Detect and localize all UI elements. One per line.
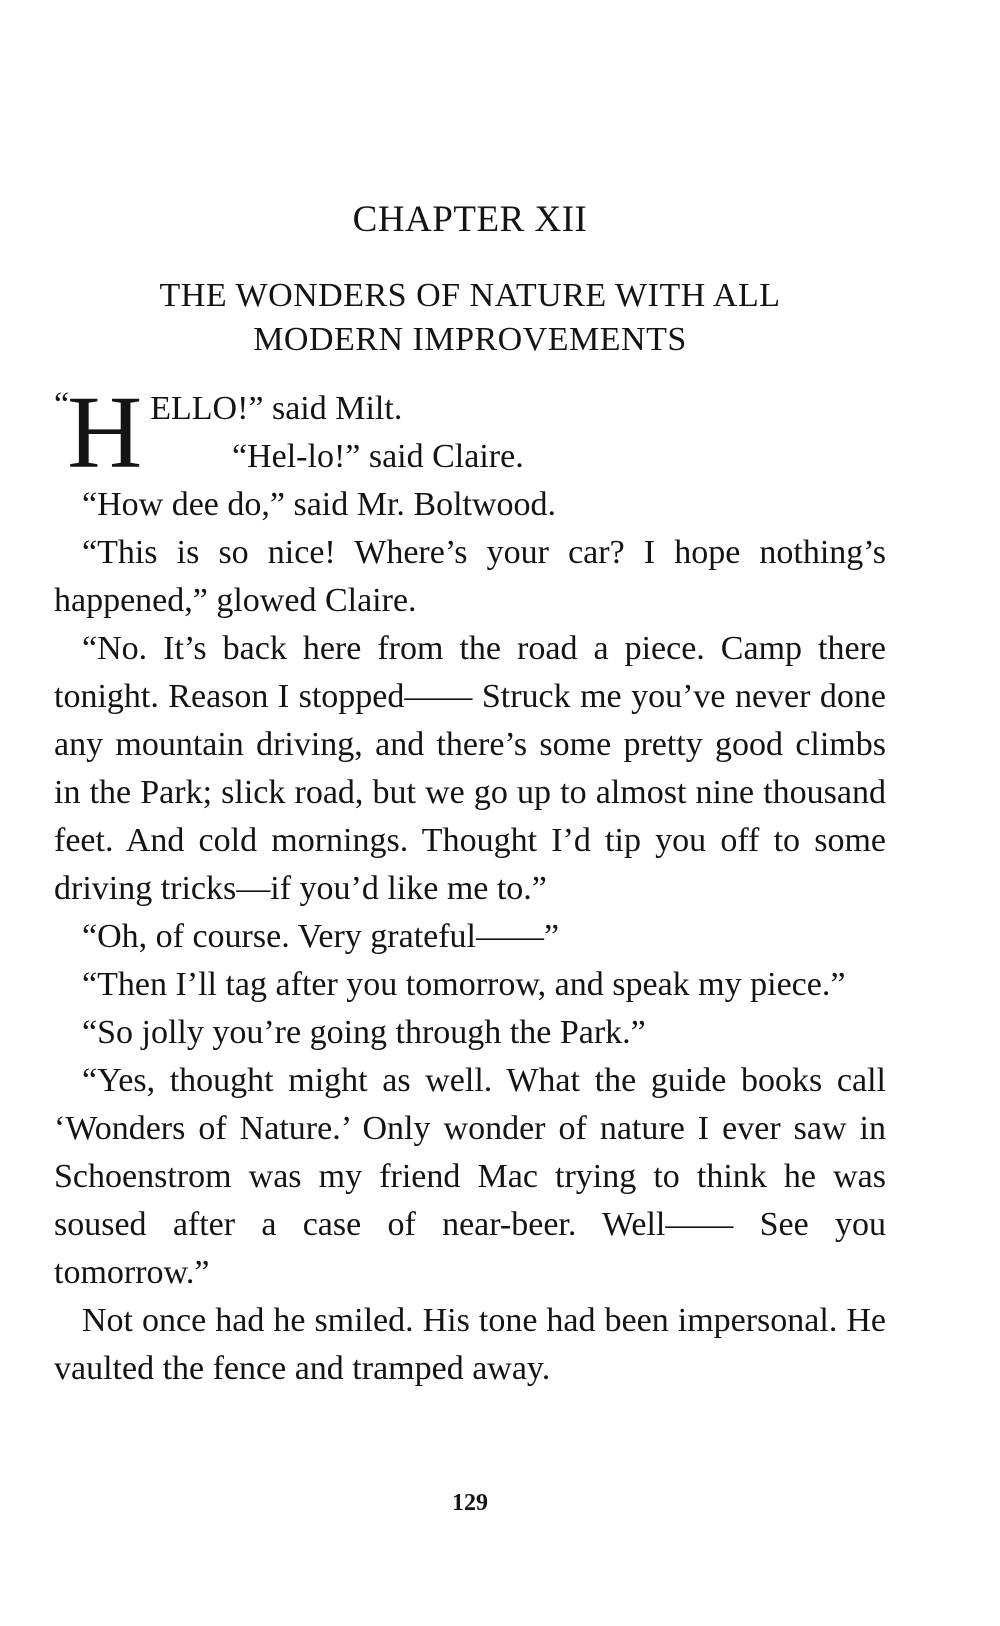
paragraph: “So jolly you’re going through the Park.” (82, 1014, 646, 1051)
book-page (54, 0, 886, 1626)
paragraph: Not once had he smiled. His tone had been impersonal. He vaulted the fence and tramped away. (54, 1302, 886, 1387)
paragraph: “Oh, of course. Very grateful——” (82, 918, 560, 955)
opening-line-1: ELLO!” said Milt. (150, 390, 403, 427)
chapter-body (54, 375, 886, 1393)
page-number: 129 (452, 1490, 488, 1516)
opening-line-2: “Hel-lo!” said Claire. (232, 438, 524, 475)
drop-cap-letter: H (67, 375, 143, 490)
paragraph: “This is so nice! Where’s your car? I hope nothing’s happened,” glowed Claire. (54, 534, 886, 619)
chapter-title-line-2: MODERN IMPROVEMENTS (253, 321, 687, 358)
chapter-title (54, 274, 886, 362)
chapter-title-line-1: THE WONDERS OF NATURE WITH ALL (159, 277, 781, 314)
chapter-number: CHAPTER XII (352, 199, 588, 240)
paragraph: “How dee do,” said Mr. Boltwood. (82, 486, 557, 523)
paragraph: “No. It’s back here from the road a piece. Camp there tonight. Reason I stopped—— Struck me you’ve never done any mountain driving, and there’s some pretty good climbs in the Park; slick road, but we go up to almost nine thousand feet. And cold mornings. Thought I’d tip you off to some driving tricks—if you’d like me to.” (54, 630, 886, 907)
paragraph: “Then I’ll tag after you tomorrow, and speak my piece.” (82, 966, 846, 1003)
paragraph: “Yes, thought might as well. What the guide books call ‘Wonders of Nature.’ Only wonder of nature I ever saw in Schoenstrom was my friend Mac trying to think he was soused after a case of near-beer. Well—— See you tomorrow.” (54, 1062, 886, 1291)
opening-quote-mark: “ (54, 386, 70, 423)
